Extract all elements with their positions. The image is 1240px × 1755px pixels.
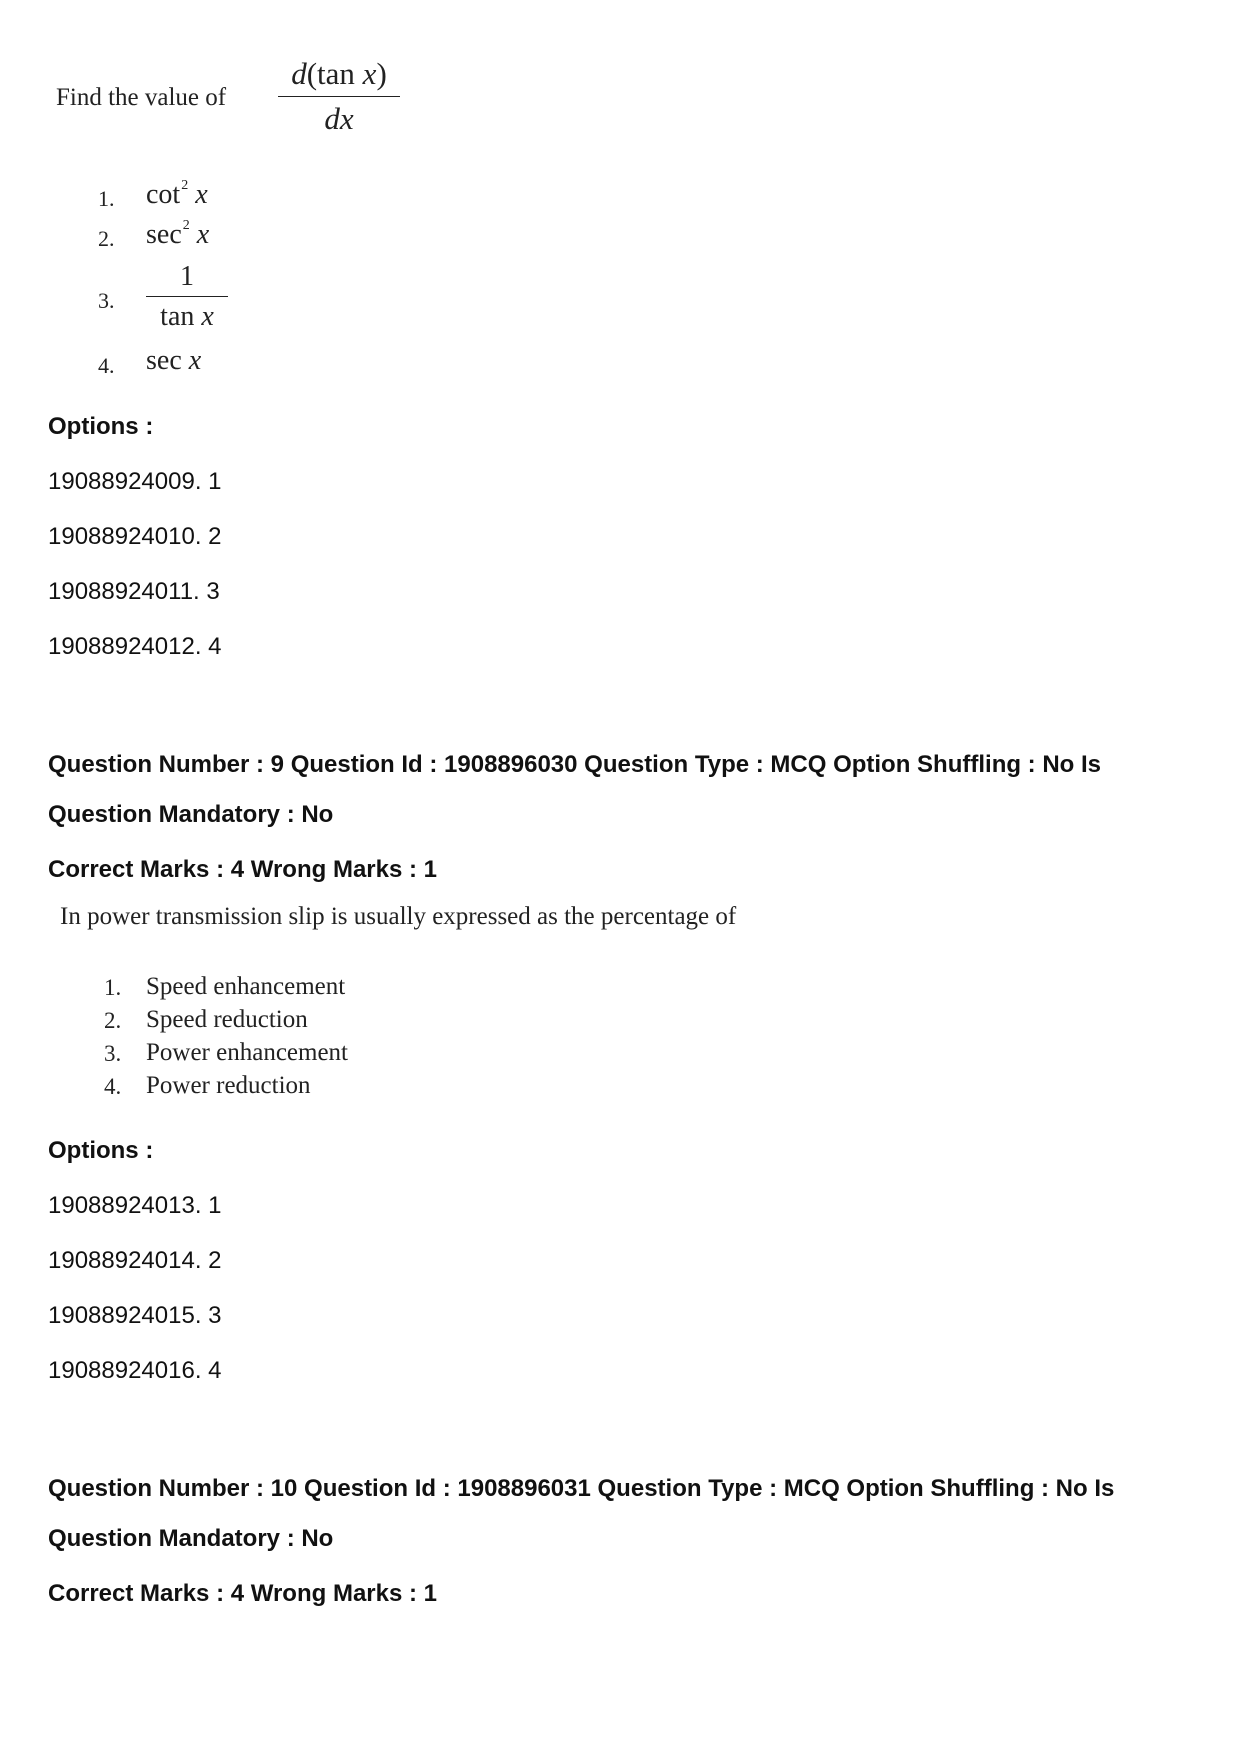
q10-marks: Correct Marks : 4 Wrong Marks : 1 — [48, 1580, 438, 1607]
q8-fraction-numerator: d(tan x) — [291, 56, 387, 91]
q8-choice-3-number: 3. — [98, 288, 115, 313]
q8-derivative-fraction — [274, 52, 404, 141]
q8-option-3: 19088924011. 3 — [48, 578, 220, 605]
q9-choice-4-text: Power reduction — [146, 1072, 311, 1099]
q9-option-3: 19088924015. 3 — [48, 1302, 222, 1329]
q9-header-line2: Question Mandatory : No — [48, 801, 334, 828]
q8-stem-lead: Find the value of — [56, 84, 227, 111]
q8-option-1: 19088924009. 1 — [48, 468, 222, 495]
q8-choice-2-expr: $\sec^2 x$ — [146, 218, 210, 250]
q9-choice-1-number: 1. — [104, 975, 122, 1000]
q10-header-line2: Question Mandatory : No — [48, 1525, 334, 1552]
q10-header-line1: Question Number : 10 Question Id : 1908896031 Question Type : MCQ Option Shuffling : No Is — [48, 1475, 1115, 1502]
q9-choice-2-number: 2. — [104, 1008, 122, 1033]
q9-option-4: 19088924016. 4 — [48, 1357, 222, 1384]
q8-choice-2-number: 2. — [98, 226, 115, 251]
q9-choice-3-text: Power enhancement — [146, 1039, 349, 1066]
q9-options-heading: Options : — [48, 1137, 154, 1164]
q9-stem: In power transmission slip is usually expressed as the percentage of — [60, 903, 737, 930]
q9-choice-2-text: Speed reduction — [146, 1006, 308, 1033]
q9-header-line1: Question Number : 9 Question Id : 1908896030 Question Type : MCQ Option Shuffling : No Is — [48, 751, 1102, 778]
q8-choice-1-number: 1. — [98, 186, 115, 211]
q9-choice-1-text: Speed enhancement — [146, 973, 346, 1000]
q9-marks: Correct Marks : 4 Wrong Marks : 1 — [48, 856, 438, 883]
q8-options-heading: Options : — [48, 413, 154, 440]
q9-choice-4-number: 4. — [104, 1074, 122, 1099]
q8-choice-4-expr: sec x — [146, 345, 202, 376]
q8-choice-4-number: 4. — [98, 353, 115, 378]
q8-option-4: 19088924012. 4 — [48, 633, 222, 660]
q9-option-1: 19088924013. 1 — [48, 1192, 222, 1219]
q8-choice-3-expr: 1 tan x — [146, 258, 228, 337]
q9-choice-3-number: 3. — [104, 1041, 122, 1066]
q8-fraction-denominator: dx — [324, 101, 354, 136]
q8-choice-1-expr: $\cot^2 x$ — [146, 178, 208, 210]
q8-option-2: 19088924010. 2 — [48, 523, 222, 550]
q9-option-2: 19088924014. 2 — [48, 1247, 222, 1274]
